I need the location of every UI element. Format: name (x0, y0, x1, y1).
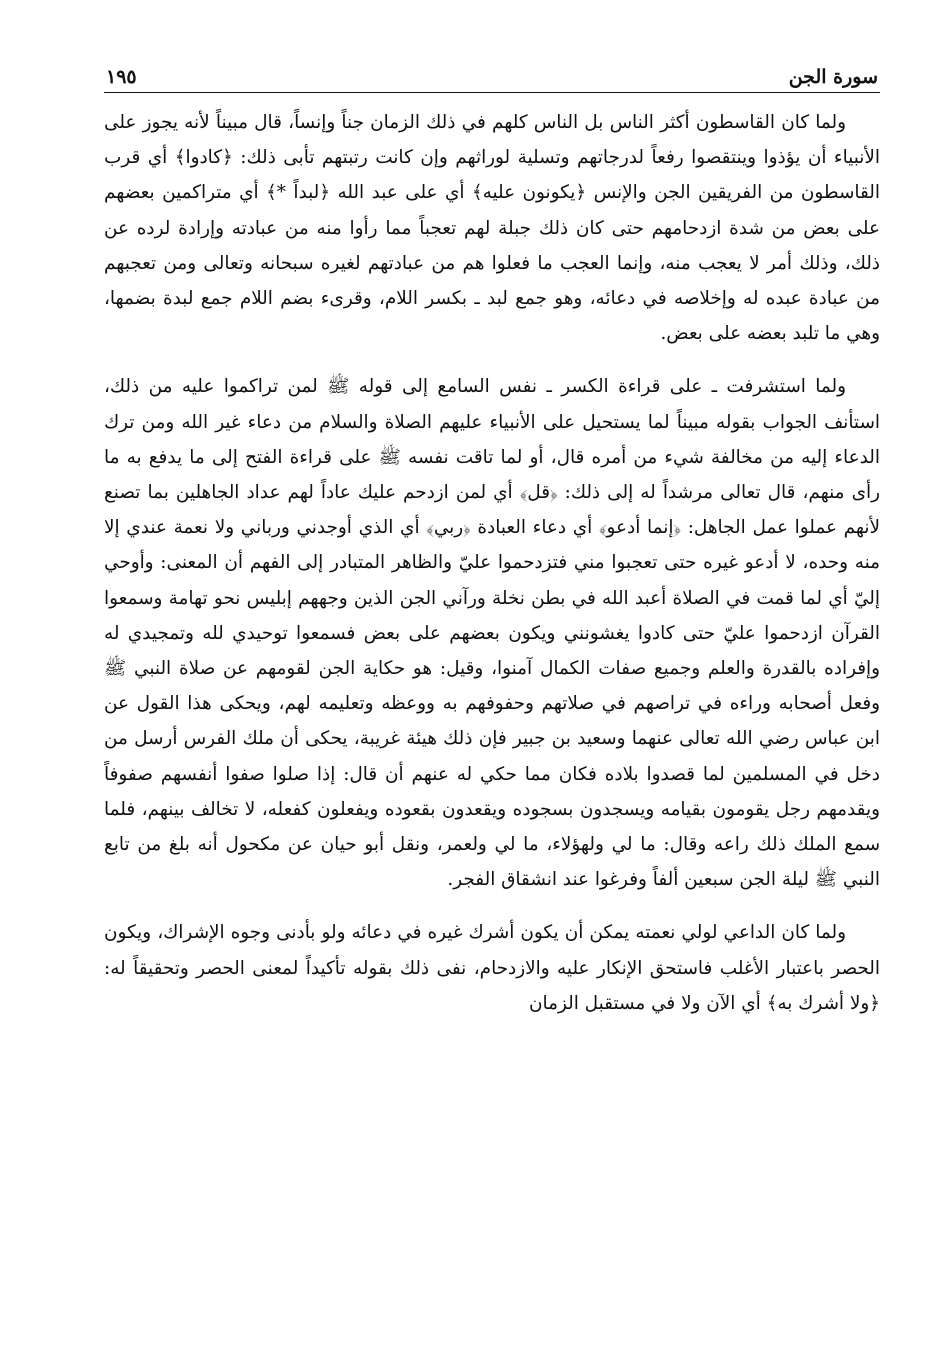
book-page (104, 58, 880, 1021)
paragraph-3: ولما كان الداعي لولي نعمته يمكن أن يكون أشرك غيره في دعائه ولو بأدنى وجوه الإشراك، ويكون الحصر باعتبار الأغلب فاستحق الإنكار عليه والازدحام، نفى ذلك بقوله تأكيداً لمعنى الحصر وتحقيقاً له: ﴿ولا أشرك به﴾ أي الآن ولا في مستقبل الزمان (104, 922, 880, 1014)
paragraph-1: ولما كان القاسطون أكثر الناس بل الناس كلهم في ذلك الزمان جناً وإنساً، قال مبيناً لأنه يجوز على الأنبياء أن يؤذوا وينتقصوا رفعاً لدرجاتهم وتسلية لوراثهم وإن كانت رتبتهم تأبى ذلك: ﴿كادوا﴾ أي قرب القاسطون من الفريقين الجن والإنس ﴿يكونون عليه﴾ أي على عبد الله ﴿لبداً *﴾ أي متراكمين بعضهم على بعض من شدة ازدحامهم حتى كان ذلك جبلة لهم تعجباً مما رأوا منه من عبادته وإرادة لرده عن ذلك، وذلك أمر لا يعجب منه، وإنما العجب ما فعلوا هم من عبادتهم لغيره سبحانه وتعالى ومن تعجبهم من عبادة عبده له وإخلاصه في دعائه، وهو جمع لبد ـ بكسر اللام، وقرىء بضم اللام جمع لبدة بضمها، وهي ما تلبد بعضه على بعض. (104, 112, 880, 345)
paragraph-2: ولما استشرفت ـ على قراءة الكسر ـ نفس السامع إلى قوله ﷺ لمن تراكموا عليه من ذلك، استأنف الجواب بقوله مبيناً لما يستحيل على الأنبياء عليهم الصلاة والسلام من دعاء غير الله ومن ترك الدعاء إليه من مخالفة شيء من أمره قال، أو لما تاقت نفسه ﷺ على قراءة الفتح إلى ما يدفع به ما رأى منهم، قال تعالى مرشداً له إلى ذلك: ﴿قل﴾ أي لمن ازدحم عليك عاداً لهم عداد الجاهلين بما تصنع لأنهم عملوا عمل الجاهل: ﴿إنما أدعو﴾ أي دعاء العبادة ﴿ربي﴾ أي الذي أوجدني ورباني ولا نعمة عندي إلا منه وحده، لا أدعو غيره حتى تعجبوا مني فتزدحموا عليّ والظاهر المتبادر إلى الفهم أن المعنى: وأوحي إليّ أي لما قمت في الصلاة أعبد الله في بطن نخلة ورآني الجن الذين وجههم إبليس نحو تهامة وسمعوا القرآن ازدحموا عليّ حتى كادوا يغشونني ويكون بعضهم على بعض فسمعوا توحيدي لله وتمجيدي له وإفراده بالقدرة والعلم وجميع صفات الكمال آمنوا، وقيل: هو حكاية الجن لقومهم عن صلاة النبي ﷺ وفعل أصحابه وراءه في تراصهم في صلاتهم وحفوفهم به ووعظه وتعليمه لهم، ويحكى هذا القول عن ابن عباس رضي الله تعالى عنهما وسعيد بن جبير فإن ذلك هيئة غريبة، يحكى أن ملك الفرس أرسل من دخل في المسلمين لما قصدوا بلاده فكان مما حكي له عنهم أن قال: إذا صلوا صفوا أنفسهم صفوفاً ويقدمهم رجل يقومون بقيامه ويسجدون بسجوده ويقعدون بقعوده ويفعلون كفعله، لا تخالف بينهم، فلما سمع الملك ذلك راعه وقال: ما لي ولهؤلاء، ما لي ولعمر، ونقل أبو حيان عن مكحول أنه بلغ من تابع النبي ﷺ ليلة الجن سبعين ألفاً وفرغوا عند انشقاق الفجر. (104, 376, 880, 891)
running-header (104, 58, 880, 93)
page-number: ١٩٥ (106, 66, 137, 88)
surah-title: سورة الجن (788, 66, 878, 88)
page-body (104, 105, 880, 1021)
